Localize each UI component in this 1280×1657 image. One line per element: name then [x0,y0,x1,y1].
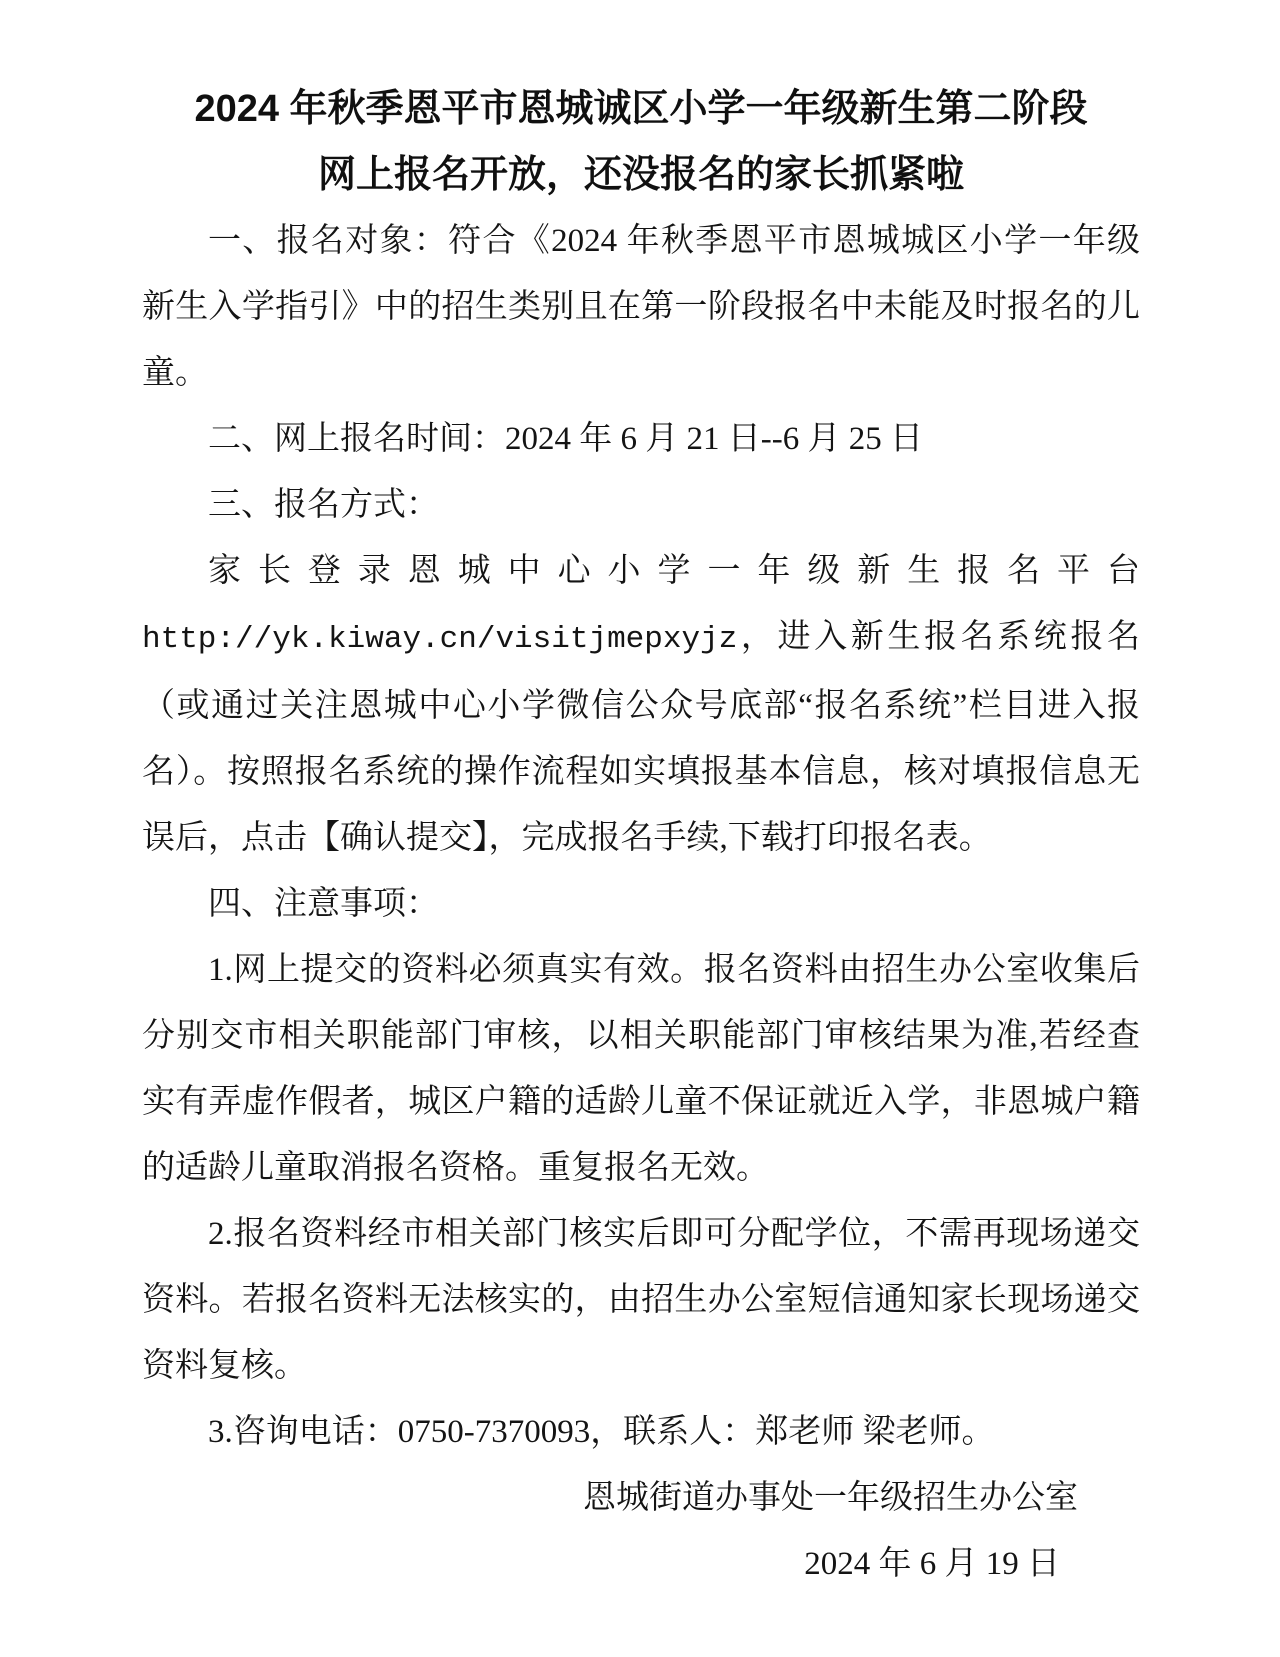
para-registration-target: 一、报名对象：符合《2024 年秋季恩平市恩城城区小学一年级新生入学指引》中的招生类别且在第一阶段报名中未能及时报名的儿童。 [142,223,1140,391]
signature-line: 恩城街道办事处一年级招生办公室 [583,1480,1078,1516]
para-notes-heading: 四、注意事项： [208,886,439,922]
para-registration-method-text-after: ，进入新生报名系统报名（或通过关注恩城中心小学微信公众号底部“报名系统”栏目进入报名）。按照报名系统的操作流程如实填报基本信息，核对填报信息无误后，点击【确认提交】，完成报名手续,下载打印报名表。 [142,619,1140,856]
para-note-3-contact: 3.咨询电话：0750-7370093，联系人：郑老师 梁老师。 [208,1414,995,1450]
document-title [142,76,1140,208]
para-note-1: 1.网上提交的资料必须真实有效。报名资料由招生办公室收集后分别交市相关职能部门审核，以相关职能部门审核结果为准,若经查实有弄虚作假者，城区户籍的适龄儿童不保证就近入学，非恩城户籍的适龄儿童取消报名资格。重复报名无效。 [142,952,1140,1186]
para-note-2: 2.报名资料经市相关部门核实后即可分配学位，不需再现场递交资料。若报名资料无法核实的，由招生办公室短信通知家长现场递交资料复核。 [142,1216,1140,1384]
date-line: 2024 年 6 月 19 日 [804,1546,1060,1582]
document-title-line-2: 网上报名开放，还没报名的家长抓紧啦 [317,154,964,196]
document-title-line-1: 2024 年秋季恩平市恩城诚区小学一年级新生第二阶段 [194,88,1088,130]
para-registration-method [142,538,1140,871]
registration-platform-url: http://yk.kiway.cn/visitjmepxyjz [142,622,738,657]
para-registration-time: 二、网上报名时间：2024 年 6 月 21 日--6 月 25 日 [208,421,923,457]
para-registration-method-text-before: 家长登录恩城中心小学一年级新生报名平台 [208,553,1140,589]
para-registration-method-heading: 三、报名方式： [208,487,439,523]
